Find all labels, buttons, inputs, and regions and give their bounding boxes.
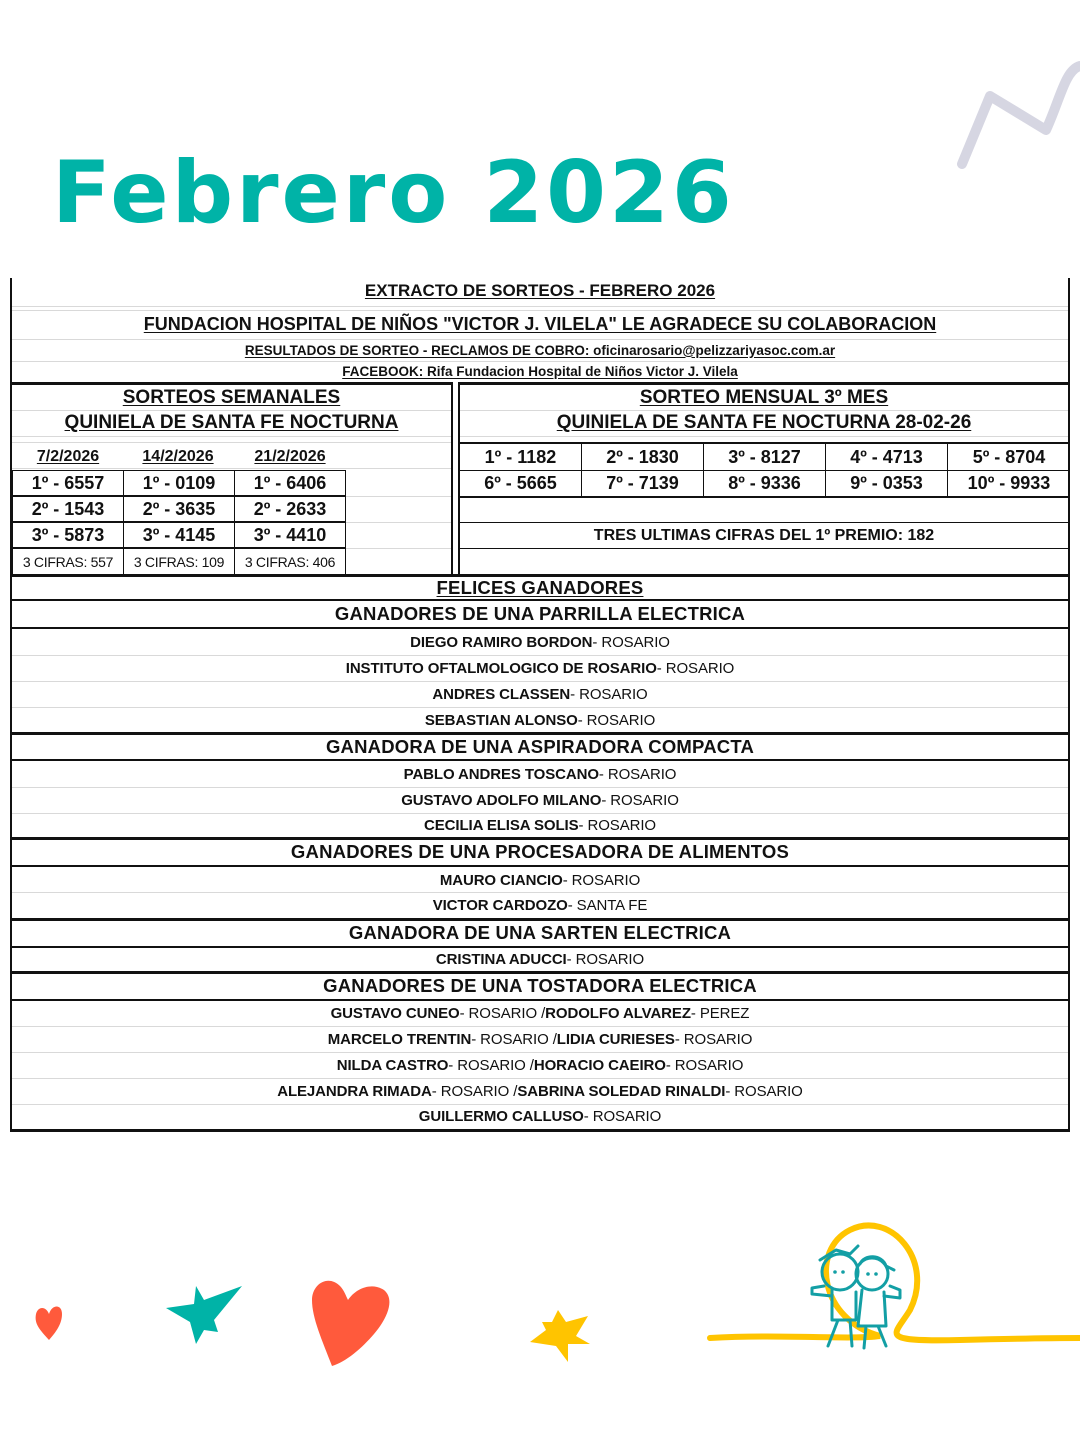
- monthly-result: 6º - 5665: [460, 470, 582, 496]
- small-heart-icon: [32, 1302, 66, 1342]
- category-title: GANADORES DE UNA TOSTADORA ELECTRICA: [323, 975, 757, 996]
- weekly-result: 3º - 5873: [12, 522, 124, 548]
- weekly-date-1: 7/2/2026: [36, 448, 100, 465]
- winner-entry: ANDRES CLASSEN - ROSARIO: [432, 685, 648, 703]
- monthly-result: 9º - 0353: [826, 470, 948, 496]
- winner-entry: ALEJANDRA RIMADA - ROSARIO / SABRINA SOLEDAD RINALDI - ROSARIO: [277, 1082, 803, 1100]
- weekly-result: 1º - 6557: [12, 470, 124, 496]
- monthly-result: 4º - 4713: [826, 444, 948, 470]
- monthly-result: 8º - 9336: [704, 470, 826, 496]
- winner-entry: GUILLERMO CALLUSO - ROSARIO: [418, 1107, 662, 1125]
- facebook-line: [12, 361, 1068, 381]
- weekly-result: 1º - 0109: [123, 470, 235, 496]
- winner-entry: DIEGO RAMIRO BORDON - ROSARIO: [410, 633, 670, 651]
- winners-title: FELICES GANADORES: [436, 577, 644, 598]
- monthly-result: 7º - 7139: [582, 470, 704, 496]
- winner-entry: CECILIA ELISA SOLIS - ROSARIO: [424, 817, 656, 834]
- large-heart-icon: [300, 1278, 396, 1368]
- category-title: GANADORA DE UNA ASPIRADORA COMPACTA: [325, 736, 755, 757]
- weekly-cifras: 3 CIFRAS: 109: [123, 548, 235, 574]
- weekly-date-3: 21/2/2026: [254, 448, 326, 465]
- monthly-result: 2º - 1830: [582, 444, 704, 470]
- winner-entry: VICTOR CARDOZO - SANTA FE: [432, 896, 648, 914]
- category-title: GANADORES DE UNA PARRILLA ELECTRICA: [334, 603, 746, 624]
- weekly-subtitle: QUINIELA DE SANTA FE NOCTURNA: [64, 412, 399, 433]
- results-sheet: [10, 278, 1070, 1132]
- winner-entry: NILDA CASTRO - ROSARIO / HORACIO CAEIRO - ROSARIO: [336, 1056, 744, 1074]
- thanks-line: FUNDACION HOSPITAL DE NIÑOS "VICTOR J. VILELA" LE AGRADECE SU COLABORACION: [143, 313, 937, 334]
- squiggle-decoration-icon: [950, 60, 1080, 180]
- teal-star-icon: [160, 1286, 250, 1348]
- monthly-result: 5º - 8704: [972, 446, 1046, 467]
- monthly-draw-section: [458, 382, 1068, 575]
- winner-entry: GUSTAVO CUNEO - ROSARIO / RODOLFO ALVAREZ - PEREZ: [330, 1004, 750, 1022]
- winner-entry: SEBASTIAN ALONSO - ROSARIO: [424, 711, 656, 729]
- weekly-result: 3º - 4145: [123, 522, 235, 548]
- monthly-last-three: TRES ULTIMAS CIFRAS DEL 1º PREMIO: 182: [593, 526, 935, 544]
- page-title: Febrero 2026: [52, 143, 735, 243]
- weekly-title: SORTEOS SEMANALES: [122, 387, 341, 408]
- weekly-result: 1º - 6406: [234, 470, 346, 496]
- monthly-result: 3º - 8127: [704, 444, 826, 470]
- weekly-result: 3º - 4410: [234, 522, 346, 548]
- contact-email-link[interactable]: RESULTADOS DE SORTEO - RECLAMOS DE COBRO: oficinarosario@pelizzariyasoc.com.ar: [244, 342, 836, 358]
- winner-entry: GUSTAVO ADOLFO MILANO - ROSARIO: [401, 791, 679, 809]
- winner-entry: MARCELO TRENTIN - ROSARIO / LIDIA CURIESES - ROSARIO: [327, 1030, 753, 1048]
- kids-logo-icon: [700, 1210, 1080, 1350]
- contact-line: [12, 339, 1068, 361]
- winner-entry: PABLO ANDRES TOSCANO - ROSARIO: [403, 765, 677, 783]
- monthly-result: 10º - 9933: [967, 472, 1051, 493]
- winner-entry: INSTITUTO OFTALMOLOGICO DE ROSARIO - ROSARIO: [345, 659, 735, 677]
- weekly-result: 2º - 3635: [123, 496, 235, 522]
- monthly-title: SORTEO MENSUAL 3º MES: [639, 387, 889, 408]
- weekly-cifras: 3 CIFRAS: 406: [234, 548, 346, 574]
- weekly-date-2: 14/2/2026: [142, 448, 214, 465]
- weekly-result: 2º - 1543: [12, 496, 124, 522]
- weekly-result: 2º - 2633: [234, 496, 346, 522]
- category-title: GANADORA DE UNA SARTEN ELECTRICA: [348, 922, 732, 943]
- yellow-star-icon: [528, 1308, 592, 1364]
- sheet-title: EXTRACTO DE SORTEOS - FEBRERO 2026: [364, 281, 716, 300]
- monthly-result: 1º - 1182: [460, 444, 582, 470]
- winner-entry: MAURO CIANCIO - ROSARIO: [439, 871, 641, 889]
- weekly-cifras: 3 CIFRAS: 557: [12, 548, 124, 574]
- facebook-link[interactable]: FACEBOOK: Rifa Fundacion Hospital de Niños Victor J. Vilela: [342, 363, 738, 379]
- winner-entry: CRISTINA ADUCCI - ROSARIO: [435, 951, 645, 968]
- monthly-subtitle: QUINIELA DE SANTA FE NOCTURNA 28-02-26: [556, 412, 972, 433]
- category-title: GANADORES DE UNA PROCESADORA DE ALIMENTOS: [290, 841, 790, 862]
- weekly-draws-section: [12, 382, 453, 575]
